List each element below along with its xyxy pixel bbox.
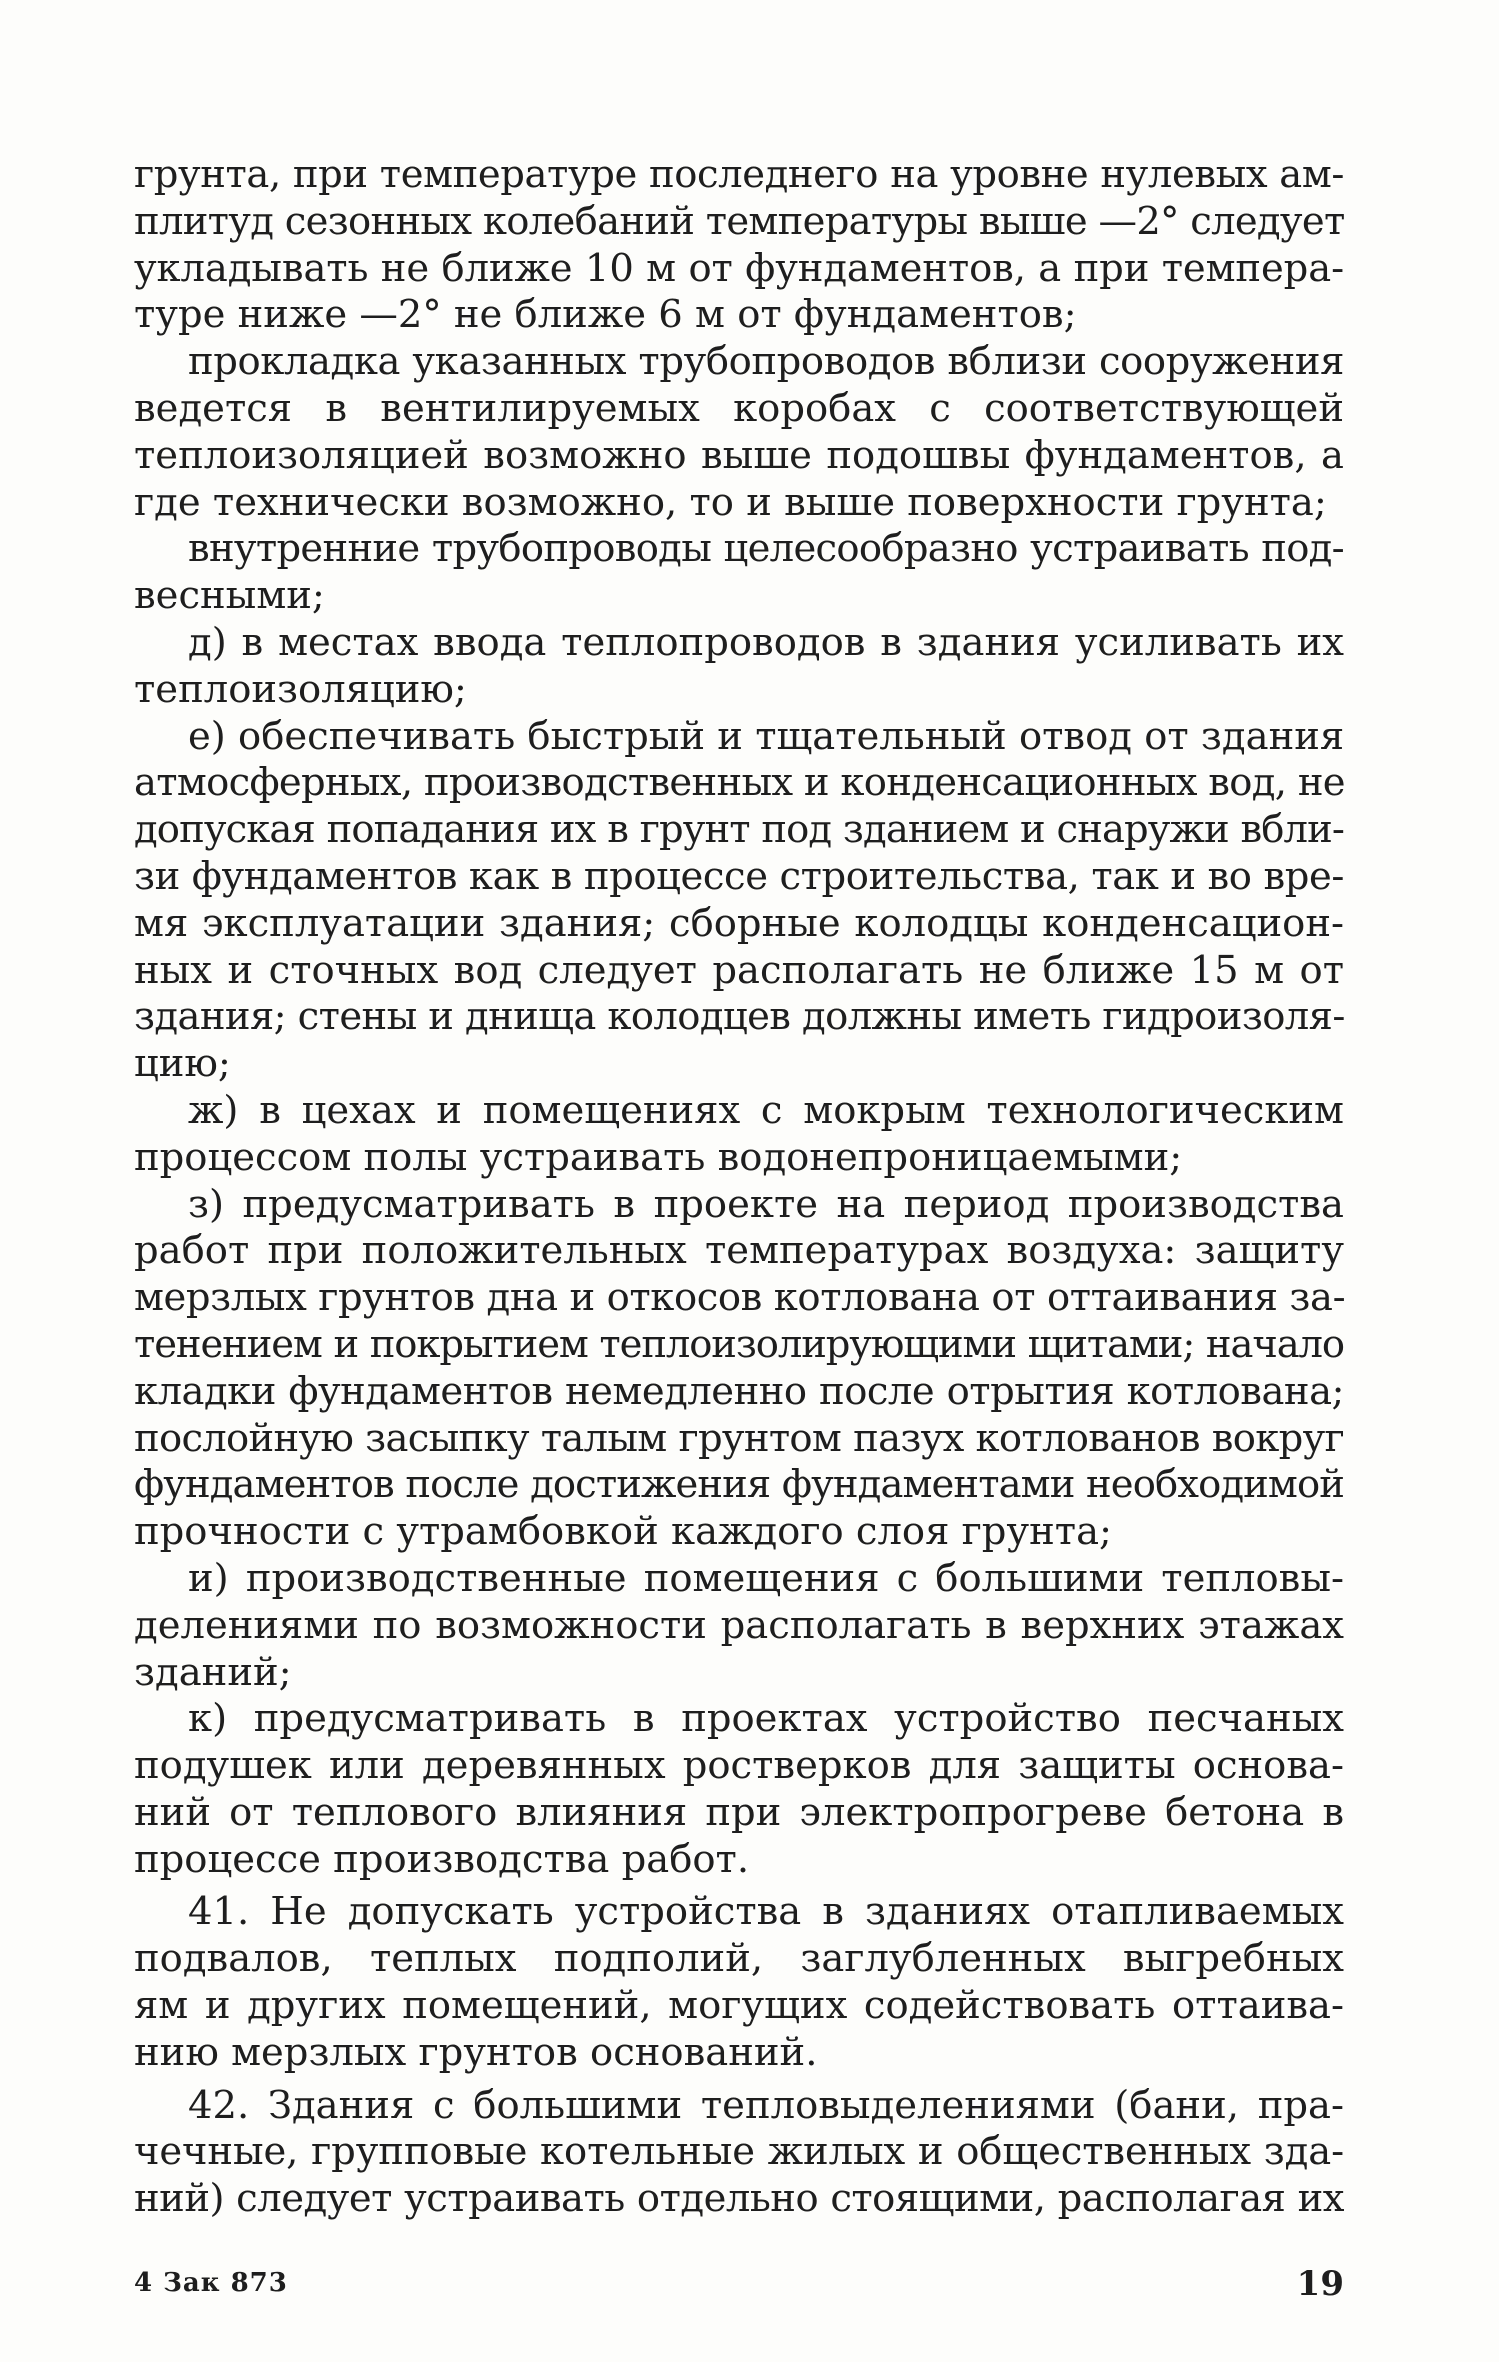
text-line: процессе производства работ.: [134, 1836, 750, 1882]
text-line: туре ниже —2° не ближе 6 м от фундаментов;: [134, 292, 1077, 338]
text-line: 41. Не допускать устройства в зданиях отапливаемых: [188, 1889, 1344, 1935]
text-line: зданий;: [134, 1649, 292, 1695]
text-line: мя эксплуатации здания; сборные колодцы конденсацион-: [134, 900, 1344, 946]
text-line: зи фундаментов как в процессе строительства, так и во вре-: [134, 853, 1344, 899]
text-line: где технически возможно, то и выше поверхности грунта;: [134, 479, 1327, 525]
text-line: ж) в цехах и помещениях с мокрым технологическим: [188, 1087, 1344, 1133]
text-line: делениями по возможности располагать в верхних этажах: [134, 1602, 1344, 1648]
text-line: теплоизоляцию;: [134, 666, 467, 712]
text-line: работ при положительных температурах воздуха: защиту: [134, 1228, 1344, 1274]
text-line: послойную засыпку талым грунтом пазух котлованов вокруг: [134, 1415, 1344, 1461]
body-text: [134, 152, 1344, 2223]
page-number: 19: [1296, 2264, 1344, 2304]
text-line: ведется в вентилируемых коробах с соответствующей: [134, 385, 1344, 431]
text-line: внутренние трубопроводы целесообразно устраивать под-: [188, 526, 1344, 572]
text-line: прокладка указанных трубопроводов вблизи сооружения: [188, 339, 1344, 385]
text-line: здания; стены и днища колодцев должны иметь гидроизоля-: [134, 994, 1345, 1040]
text-line: ных и сточных вод следует располагать не ближе 15 м от: [134, 947, 1344, 993]
text-line: д) в местах ввода теплопроводов в здания усиливать их: [188, 619, 1344, 665]
text-line: теплоизоляцией возможно выше подошвы фундаментов, а: [134, 432, 1344, 478]
text-line: фундаментов после достижения фундаментами необходимой: [134, 1462, 1344, 1508]
text-line: чечные, групповые котельные жилых и общественных зда-: [134, 2129, 1344, 2175]
text-line: кладки фундаментов немедленно после отрытия котлована;: [134, 1368, 1344, 1414]
text-line: подушек или деревянных ростверков для защиты основа-: [134, 1743, 1344, 1789]
text-line: е) обеспечивать быстрый и тщательный отвод от здания: [188, 713, 1345, 759]
text-line: грунта, при температуре последнего на уровне нулевых ам-: [134, 152, 1344, 197]
text-line: прочности с утрамбовкой каждого слоя грунта;: [134, 1509, 1112, 1555]
text-line: и) производственные помещения с большими тепловы-: [188, 1555, 1344, 1601]
text-line: атмосферных, производственных и конденсационных вод, не: [134, 760, 1345, 806]
text-line: ям и других помещений, могущих содействовать оттаива-: [134, 1983, 1344, 2029]
text-line: 42. Здания с большими тепловыделениями (бани, пра-: [188, 2082, 1344, 2128]
text-line: допуская попадания их в грунт под зданием и снаружи вбли-: [134, 807, 1344, 853]
text-line: цию;: [134, 1041, 231, 1087]
text-line: процессом полы устраивать водонепроницаемыми;: [134, 1134, 1183, 1180]
text-line: подвалов, теплых подполий, заглубленных выгребных: [134, 1936, 1344, 1982]
text-line: ний) следует устраивать отдельно стоящими, располагая их: [134, 2176, 1344, 2222]
page-footer: [134, 2264, 1344, 2308]
text-line: ний от теплового влияния при электропрогреве бетона в: [134, 1789, 1344, 1835]
text-line: к) предусматривать в проектах устройство песчаных: [188, 1696, 1344, 1742]
text-line: плитуд сезонных колебаний температуры выше —2° следует: [134, 198, 1345, 244]
print-order-mark: 4 Зак 873: [134, 2268, 288, 2298]
text-line: весными;: [134, 573, 325, 619]
text-line: з) предусматривать в проекте на период производства: [188, 1181, 1344, 1227]
text-line: мерзлых грунтов дна и откосов котлована от оттаивания за-: [134, 1275, 1346, 1321]
text-line: нию мерзлых грунтов оснований.: [134, 2029, 818, 2075]
text-line: тенением и покрытием теплоизолирующими щитами; начало: [134, 1321, 1344, 1367]
text-line: укладывать не ближе 10 м от фундаментов, а при темпера-: [134, 245, 1344, 291]
